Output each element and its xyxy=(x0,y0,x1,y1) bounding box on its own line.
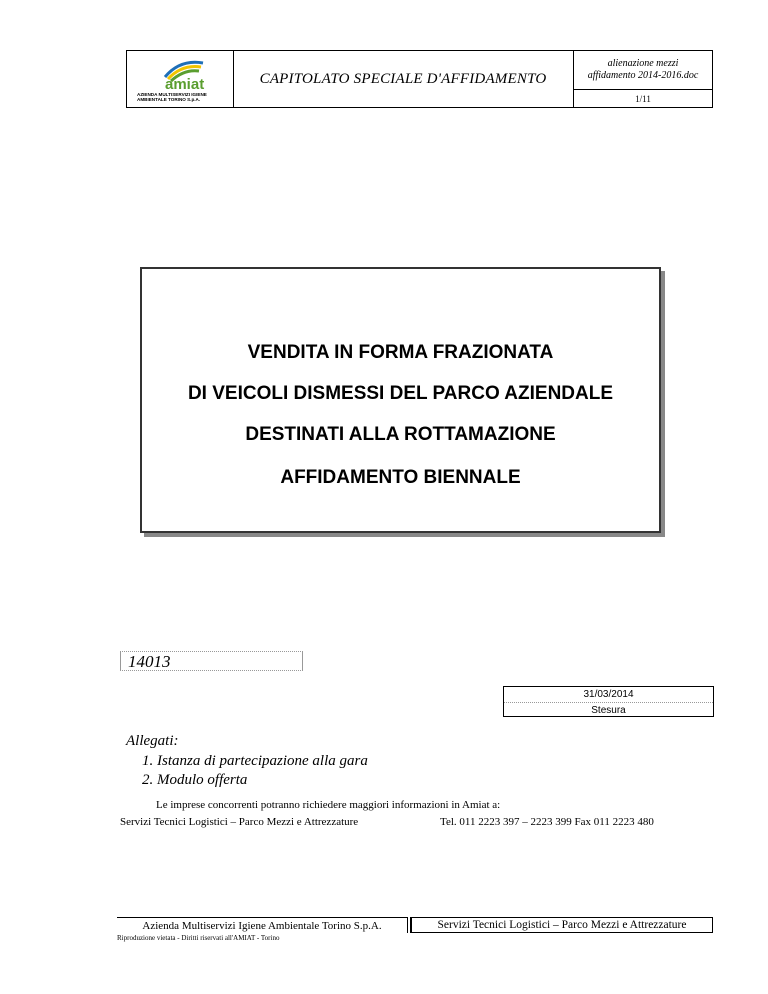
svg-text:AMBIENTALE TORINO S.p.A.: AMBIENTALE TORINO S.p.A. xyxy=(137,97,201,102)
document-header xyxy=(126,50,713,108)
svg-text:amiat: amiat xyxy=(165,76,205,93)
logo-cell xyxy=(127,51,234,107)
attachments-title: Allegati: xyxy=(126,733,179,749)
info-text: Le imprese concorrenti potranno richiedere maggiori informazioni in Amiat a: xyxy=(156,799,501,811)
title-box xyxy=(140,267,661,533)
title-line-2: DI VEICOLI DISMESSI DEL PARCO AZIENDALE xyxy=(187,383,614,404)
file-name xyxy=(574,51,712,90)
attachment-item: 2. Modulo offerta xyxy=(142,772,248,788)
document-title: CAPITOLATO SPECIALE D'AFFIDAMENTO xyxy=(259,70,547,87)
footer-company: Azienda Multiservizi Igiene Ambientale Torino S.p.A. xyxy=(117,917,408,933)
svg-text:AZIENDA MULTISERVIZI IGIENE: AZIENDA MULTISERVIZI IGIENE xyxy=(137,92,207,97)
revision-date: 31/03/2014 xyxy=(504,687,713,703)
header-title-cell xyxy=(233,51,574,107)
attachment-item: 1. Istanza di partecipazione alla gara xyxy=(142,753,368,769)
info-department: Servizi Tecnici Logistici – Parco Mezzi e Attrezzature xyxy=(120,816,359,828)
title-line-4: AFFIDAMENTO BIENNALE xyxy=(280,467,521,488)
info-contacts: Tel. 011 2223 397 – 2223 399 Fax 011 2223 480 xyxy=(440,816,654,828)
file-name-line2: affidamento 2014-2016.doc xyxy=(587,70,699,81)
page-number: 1/11 xyxy=(635,93,651,104)
title-line-1: VENDITA IN FORMA FRAZIONATA xyxy=(247,342,554,363)
file-name-line1: alienazione mezzi xyxy=(607,58,679,69)
attachments-list xyxy=(142,752,368,790)
header-meta-cell xyxy=(574,51,712,107)
footer-copyright-note: Riproduzione vietata - Diritti riservati all'AMIAT - Torino xyxy=(117,934,280,942)
document-code: 14013 xyxy=(128,652,171,671)
revision-table xyxy=(503,686,714,717)
amiat-logo xyxy=(135,57,225,103)
amiat-logo-mark xyxy=(135,57,225,103)
document-code-field xyxy=(120,651,303,671)
footer-department: Servizi Tecnici Logistici – Parco Mezzi e Attrezzature xyxy=(410,917,713,933)
revision-status: Stesura xyxy=(591,704,626,716)
title-line-3: DESTINATI ALLA ROTTAMAZIONE xyxy=(245,424,556,445)
